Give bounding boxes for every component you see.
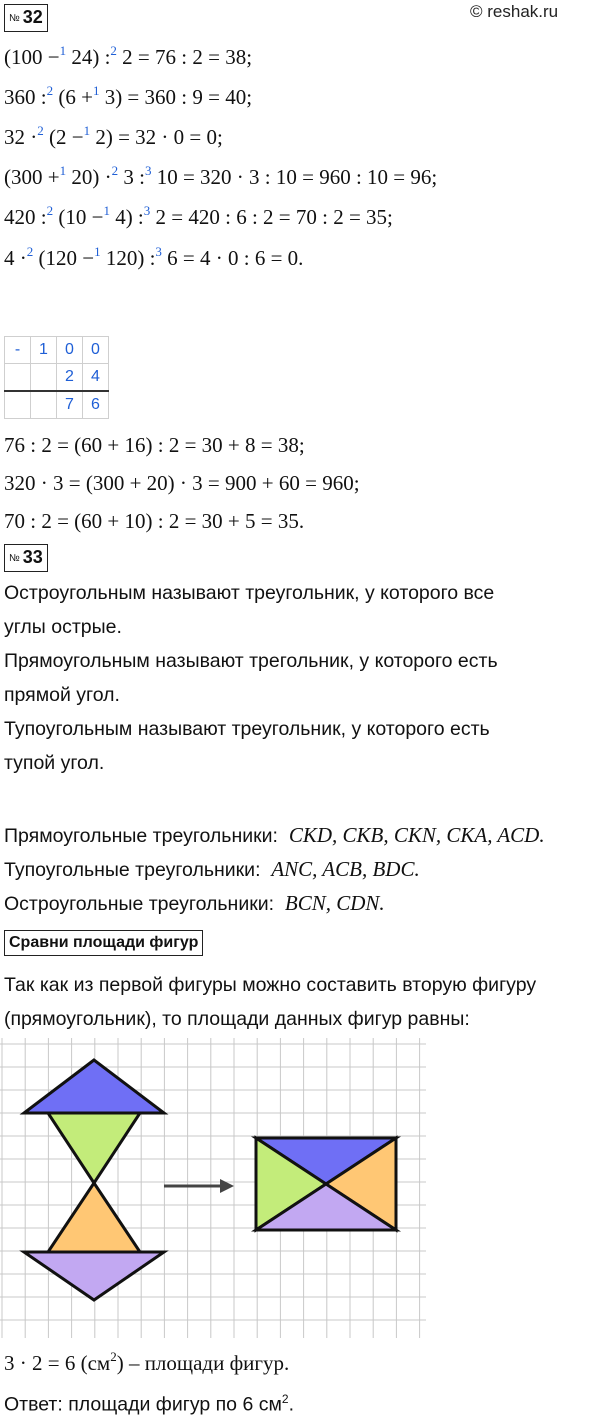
action-order-number: 1	[59, 43, 67, 58]
expression-text: 2 = 76 : 2 = 38;	[116, 45, 253, 69]
list-acute-triangles: Остроугольные треугольники: BCN, CDN.	[4, 891, 385, 915]
expression-line	[4, 44, 252, 73]
expression-text: (100 −	[4, 45, 60, 69]
extra-line-3: 70 : 2 = (60 + 10) : 2 = 30 + 5 = 35.	[4, 509, 305, 533]
expression-text: (10 −	[53, 205, 104, 229]
action-order-number: 1	[94, 244, 101, 259]
definition-3a: Тупоугольным называют треугольник, у которого есть	[4, 718, 490, 740]
expression-text: 32 ·	[4, 125, 38, 149]
expression-line	[4, 245, 303, 274]
action-order-number: 1	[92, 83, 100, 98]
action-order-number: 3	[143, 203, 151, 218]
definition-2b: прямой угол.	[4, 684, 120, 706]
expression-text: 120) :	[100, 246, 156, 270]
expression-text: 4) :	[109, 205, 144, 229]
expression-text: 24) :	[66, 45, 111, 69]
action-order-number: 2	[110, 43, 117, 58]
task-33-badge: № 33	[4, 544, 48, 572]
definition-3b: тупой угол.	[4, 752, 105, 774]
arrow-head	[220, 1179, 234, 1193]
action-order-number: 2	[26, 244, 34, 259]
list-obtuse-triangles: Тупоугольные треугольники: ANC, ACB, BDC.	[4, 857, 420, 881]
action-order-number: 2	[111, 163, 119, 178]
expression-text: (6 +	[53, 85, 93, 109]
action-order-number: 2	[46, 203, 54, 218]
column-subtraction: - 1 0 0 2 4 7 6	[4, 336, 109, 419]
figures-grid	[0, 1038, 430, 1344]
minus-sign: -	[5, 337, 31, 364]
expression-text: (120 −	[33, 246, 95, 270]
answer-line: Ответ: площади фигур по 6 $см^2$.	[4, 1392, 294, 1416]
expression-line	[4, 124, 223, 153]
action-order-number: 1	[103, 203, 110, 218]
expression-text: 4 ·	[4, 246, 27, 270]
compare-title-badge: Сравни площади фигур	[4, 930, 203, 956]
expression-line	[4, 84, 252, 113]
definition-1b: углы острые.	[4, 616, 122, 638]
site-credit: © reshak.ru	[470, 2, 559, 21]
expression-line	[4, 204, 393, 233]
list-right-triangles: Прямоугольные треугольники: CKD, CKB, CKN, CKA, ACD.	[4, 823, 545, 847]
left-orange-triangle	[48, 1183, 140, 1252]
action-order-number: 1	[59, 163, 67, 178]
compare-text-2: (прямоугольник), то площади данных фигур равны:	[4, 1008, 470, 1030]
left-top-blue-triangle	[24, 1060, 164, 1113]
compare-text-1: Так как из первой фигуры можно составить вторую фигуру	[4, 974, 537, 996]
expression-text: 2) = 32 · 0 = 0;	[90, 125, 223, 149]
left-green-triangle	[48, 1113, 140, 1183]
expression-text: 10 = 320 · 3 : 10 = 960 : 10 = 96;	[151, 165, 438, 189]
definition-1a: Остроугольным называют треугольник, у которого все	[4, 582, 495, 604]
definition-2a: Прямоугольным называют трегольник, у которого есть	[4, 650, 498, 672]
action-order-number: 2	[37, 123, 44, 138]
expression-line	[4, 164, 437, 193]
expression-text: 420 :	[4, 205, 47, 229]
expression-text: 360 :	[4, 85, 47, 109]
action-order-number: 3	[155, 244, 162, 259]
expression-text: 3 :	[118, 165, 145, 189]
left-bottom-purple-triangle	[24, 1252, 164, 1300]
extra-line-1: 76 : 2 = (60 + 16) : 2 = 30 + 8 = 38;	[4, 433, 305, 457]
area-formula: 3 · 2 = 6 $(см^2)$ – площади фигур.	[4, 1349, 290, 1375]
task-32-badge: № 32	[4, 4, 48, 32]
action-order-number: 2	[46, 83, 54, 98]
expression-text: (2 −	[43, 125, 84, 149]
expression-text: 6 = 4 · 0 : 6 = 0.	[161, 246, 304, 270]
expression-text: 2 = 420 : 6 : 2 = 70 : 2 = 35;	[150, 205, 393, 229]
action-order-number: 3	[144, 163, 152, 178]
expression-text: 20) ·	[66, 165, 112, 189]
expression-text: 3) = 360 : 9 = 40;	[99, 85, 253, 109]
expression-text: (300 +	[4, 165, 60, 189]
extra-line-2: 320 · 3 = (300 + 20) · 3 = 900 + 60 = 960;	[4, 471, 360, 495]
action-order-number: 1	[83, 123, 91, 138]
